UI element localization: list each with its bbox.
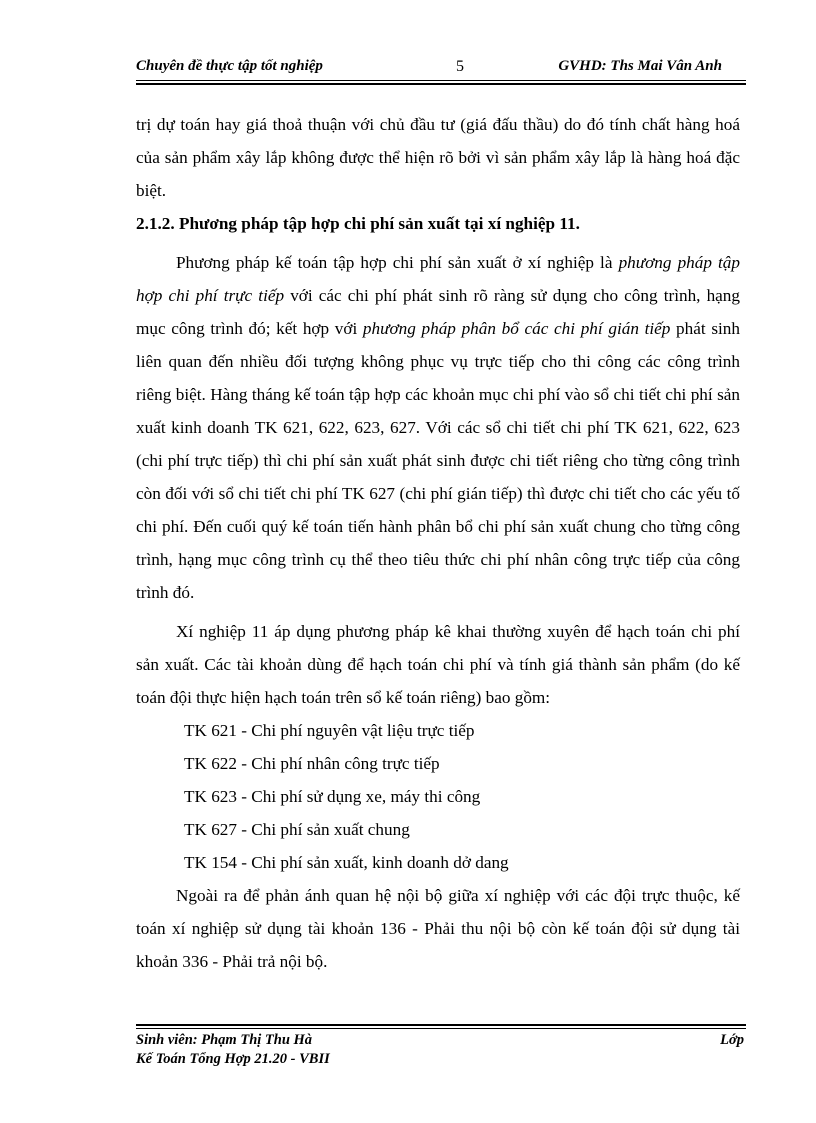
account-item: TK 154 - Chi phí sản xuất, kinh doanh dở dang [184, 853, 509, 872]
paragraph-4: Ngoài ra để phản ánh quan hệ nội bộ giữa xí nghiệp với các đội trực thuộc, kế toán xí nghiệp sử dụng tài khoản 136 - Phải thu nội bộ còn kế toán đội sử dụng tài khoản 336 - Phải trả nội bộ. [136, 886, 740, 971]
account-item: TK 622 - Chi phí nhân công trực tiếp [184, 754, 440, 773]
document-body [136, 108, 740, 978]
footer-divider [136, 1024, 746, 1029]
header-divider [136, 80, 746, 85]
paragraph-1: trị dự toán hay giá thoả thuận với chủ đầu tư (giá đấu thầu) do đó tính chất hàng hoá của sản phẩm xây lắp không được thể hiện rõ bởi vì sản phẩm xây lắp là hàng hoá đặc biệt. [136, 115, 740, 200]
paragraph-2 [136, 246, 740, 609]
page-footer [136, 1024, 746, 1069]
account-item: TK 623 - Chi phí sử dụng xe, máy thi công [184, 787, 481, 806]
class-label: Lớp [720, 1032, 744, 1048]
section-heading: 2.1.2. Phương pháp tập hợp chi phí sản xuất tại xí nghiệp 11. [136, 214, 580, 233]
paragraph-3: Xí nghiệp 11 áp dụng phương pháp kê khai thường xuyên để hạch toán chi phí sản xuất. Các tài khoản dùng để hạch toán chi phí và tính giá thành sản phẩm (do kế toán đội thực hiện hạch toán trên sổ kế toán riêng) bao gồm: [136, 622, 740, 707]
account-item: TK 621 - Chi phí nguyên vật liệu trực tiếp [184, 721, 475, 740]
footer-line-1 [136, 1031, 746, 1050]
header-title: Chuyên đề thực tập tốt nghiệp [136, 58, 323, 74]
page-header [136, 58, 746, 78]
p2-text-3: phát sinh liên quan đến nhiều đối tượng không phục vụ trực tiếp cho thi công các công trình riêng biệt. Hàng tháng kế toán tập hợp các khoản mục chi phí vào sổ chi tiết chi phí sản xuất kinh doanh TK 621, 622, 623, 627. Với các sổ chi tiết chi phí TK 621, 622, 623 (chi phí trực tiếp) thì chi phí sản xuất phát sinh được chi tiết riêng cho từng công trình còn đối với sổ chi tiết chi phí TK 627 (chi phí gián tiếp) thì được chi tiết cho các yếu tố chi phí. Đến cuối quý kế toán tiến hành phân bổ chi phí sản xuất chung cho từng công trình, hạng mục công trình cụ thể theo tiêu thức chi phí nhân công trực tiếp của công trình đó. [136, 319, 740, 602]
footer-line-2 [136, 1050, 746, 1069]
p2-italic-1: phương pháp tập hợp chi phí trực tiếp [136, 253, 740, 305]
account-item: TK 627 - Chi phí sản xuất chung [184, 820, 410, 839]
p2-text-2: với các chi phí phát sinh rõ ràng sử dụng cho công trình, hạng mục công trình đó; kết hợp với [136, 286, 740, 338]
p2-text-1: Phương pháp kế toán tập hợp chi phí sản xuất ở xí nghiệp là [176, 253, 619, 272]
p2-italic-2: phương pháp phân bổ các chi phí gián tiếp [362, 319, 671, 338]
class-name: Kế Toán Tổng Hợp 21.20 - VBII [136, 1051, 330, 1067]
page-number: 5 [456, 58, 464, 75]
student-name: Sinh viên: Phạm Thị Thu Hà [136, 1032, 313, 1048]
header-advisor: GVHD: Ths Mai Vân Anh [558, 58, 722, 74]
